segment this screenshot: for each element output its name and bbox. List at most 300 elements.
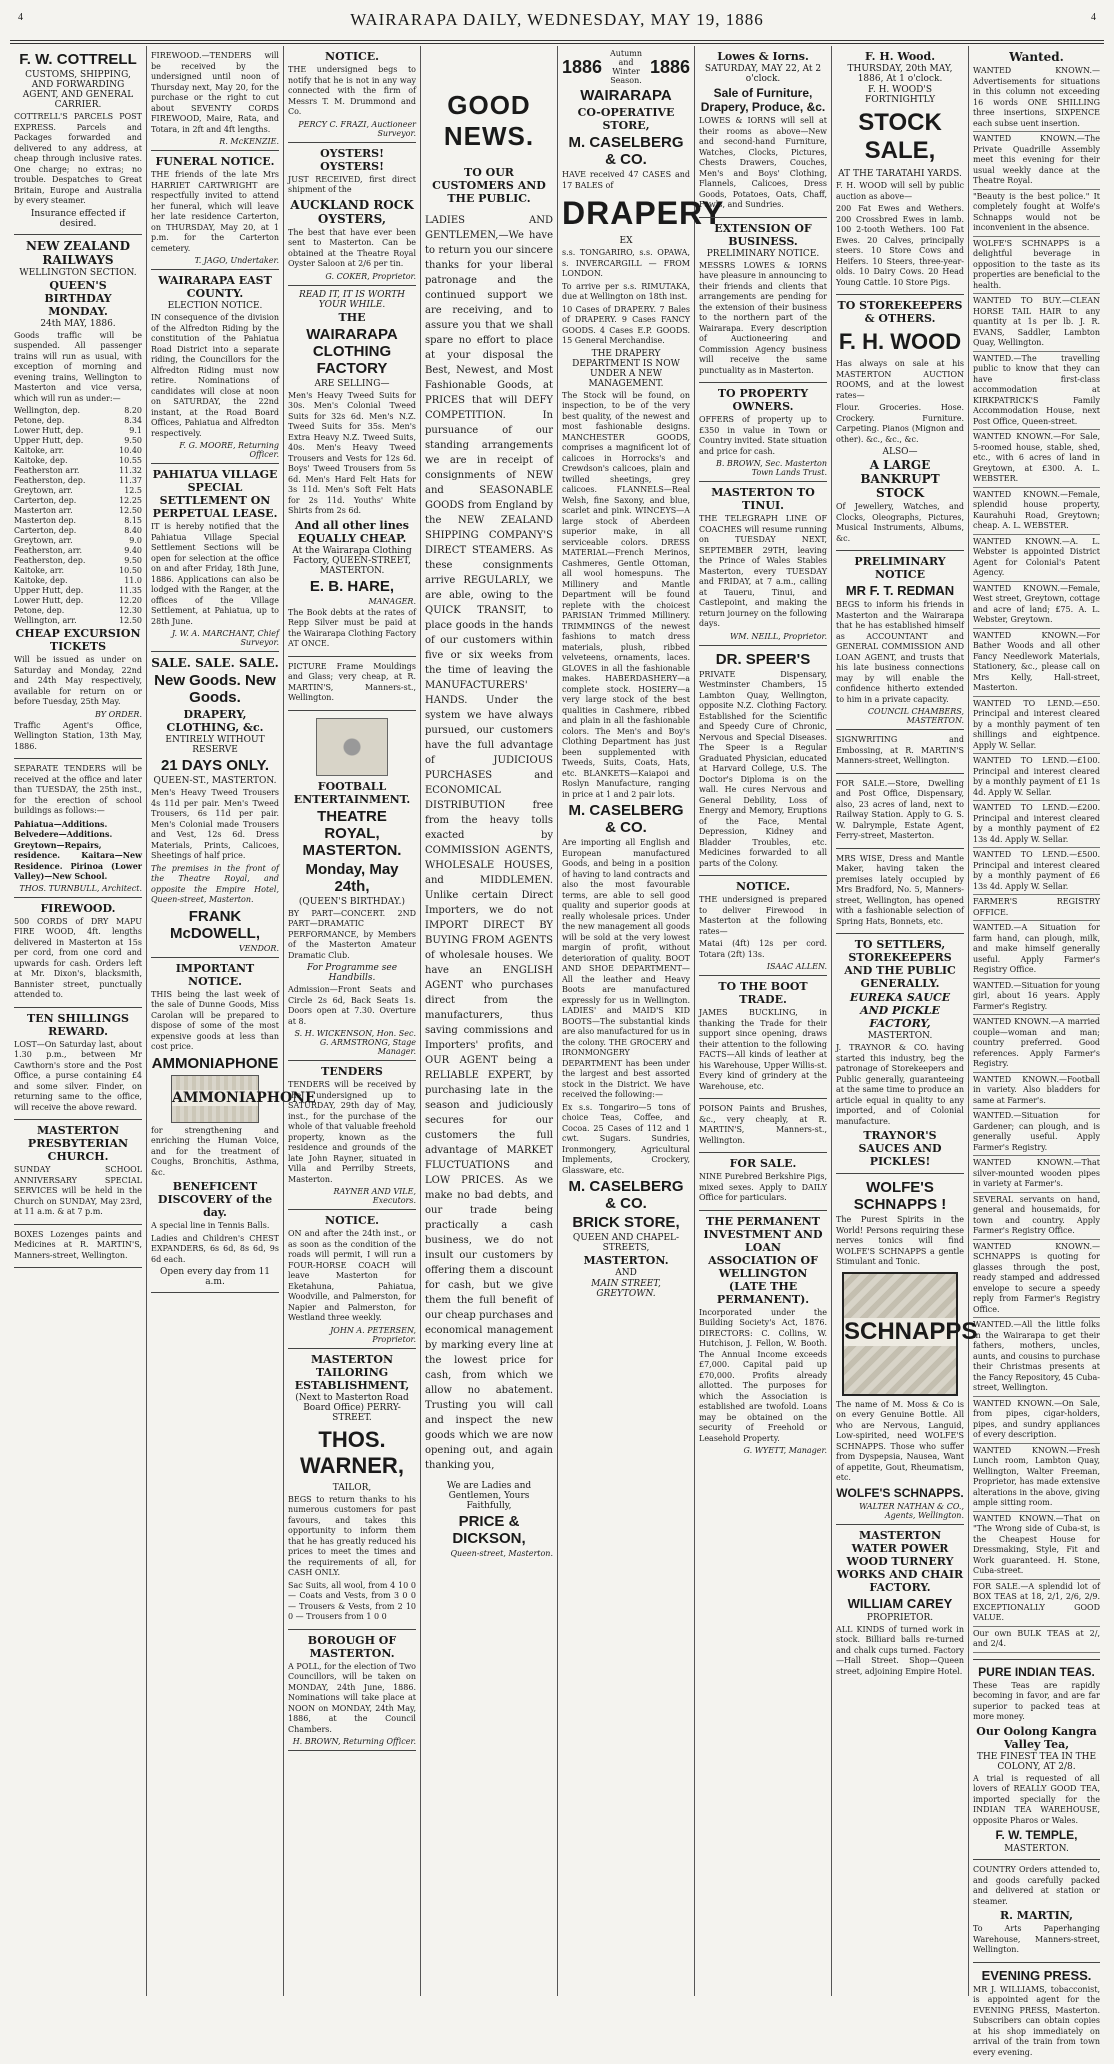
stocksale: STOCK SALE, [836,109,964,165]
ships-line: s.s. TONGARIRO, s.s. OPAWA, s. INVERCARGILL — FROM LONDON. [562,248,690,280]
timetable-time: 8.40 [124,526,142,536]
funeral-ad [151,151,279,270]
wanted-item: FARMER'S REGISTRY OFFICE. [973,897,1100,921]
football-title: FOOTBALL ENTERTAINMENT. [288,780,416,806]
timetable-station: Greytown, arr. [14,486,73,496]
reward-body: LOST—On Saturday last, about 1.30 p.m., between Mr Cawthorn's store and the Post Office, a purse containing £4 and some silver. Finder, on returning same to the office, will receive the above reward. [14,1040,142,1114]
pure-title: PURE INDIAN TEAS. [973,1665,1100,1679]
column-5 [558,46,695,1996]
column-3 [284,46,421,1996]
railway-head: QUEEN'S BIRTHDAY MONDAY. [14,279,142,318]
owners-body: OFFERS of property up to £350 in value in Town or Country invited. State situation and price for cash. [699,415,827,457]
firewood6-rates: Matai (4ft) 12s per cord. Totara (2ft) 13s. [699,939,827,960]
carey-ad [836,1525,964,1684]
timetable-time: 9.1 [129,426,142,436]
hare-name: E. B. HARE, [288,578,416,595]
goods-list: Flour. Groceries. Hose. Crockery. Furniture. Carpeting. Pianos (Mignon and other). &c., &c., &c. [836,403,964,445]
martin-body: To Arts Paperhanging Warehouse, Manners-street, Wellington. [973,1924,1100,1956]
timetable-time: 8.20 [124,406,142,416]
extension-ad [699,218,827,384]
timetable-row [14,526,142,536]
timetable-time: 8.15 [124,516,142,526]
evening-title: EVENING PRESS. [973,1968,1100,1983]
tennis-line: A special line in Tennis Balls. [151,1221,279,1232]
pahiatua-ad [151,464,279,652]
schnapps-ad [836,1174,964,1525]
timetable-time: 11.32 [119,466,142,476]
forsale-body: NINE Purebred Berkshire Pigs, mixed sexes. Apply to DAILY Office for particulars. [699,1172,827,1204]
dept-head: THE DRAPERY DEPARTMENT IS NOW UNDER A NEW MANAGEMENT. [562,349,690,389]
boot-ad [699,976,827,1099]
wanted-item: WANTED TO LEND.—£500. Principal and interest cleared by a monthly payment of £6 13s 4d. Apply W. Sellar. [973,850,1100,895]
tinui-title: MASTERTON TO TINUI. [699,486,827,512]
football-illustration [316,718,388,776]
ext-body: MESSRS LOWES & IORNS have pleasure in announcing to their friends and clients that arrangements are pending for the extension of their business to the northern part of the Wairarapa. Every description of Auctioneering and Commission Agency business will receive the same punctuality as in Masterton. [699,261,827,377]
williams-body: MR J. WILLIAMS, tobacconist, is appointed agent for the EVENING PRESS, Masterton. Subscribers can obtain copies at his shop immediately on arrival of the train from town every evening. [973,1985,1100,2059]
tea-ad [973,1660,1100,1861]
timetable-row [14,566,142,576]
selling-line: ARE SELLING— [288,379,416,389]
season-year-left: 1886 [562,57,602,78]
timetable-row [14,576,142,586]
traynor-foot: TRAYNOR'S SAUCES AND PICKLES! [836,1129,964,1168]
newspaper-columns [10,46,1104,1996]
funeral-sig: T. JAGO, Undertaker. [151,256,279,265]
timetable-time: 9.50 [124,556,142,566]
timetable-station: Masterton dep. [14,516,76,526]
timetable-time: 11.37 [119,476,142,486]
season-header [562,49,690,85]
factory-foot: And all other lines EQUALLY CHEAP. [288,519,416,545]
boot-body: JAMES BUCKLING, in thanking the Trade for their support since opening, draws their attention to the following FACTS—All kinds of leather at his Warehouse, Upper Willis-st. Every kind of grindery at the Warehouse, etc. [699,1008,827,1092]
carey-name: WILLIAM CAREY [836,1596,964,1611]
picture-ad [288,657,416,711]
queen-line: QUEEN AND CHAPEL-STREETS, [562,1233,690,1253]
school-tenders-ad [14,759,142,898]
instr-body: Has always on sale at his MASTERTON AUCTION ROOMS, and at the lowest rates— [836,359,964,401]
tenders-items: Pahiatua—Additions. Belvedere—Additions. Greytown—Repairs, residence. Kaitara—New Residence. Pirinoa (Lower Valley)—New School. [14,819,142,882]
tenders3-sig: RAYNER AND VILE, Executors. [288,1187,416,1205]
tailoring-ad [288,1349,416,1630]
queens-line: (QUEEN'S BIRTHDAY.) [288,897,416,907]
notice-body: THE undersigned begs to notify that he is not in any way connected with the firm of Messrs T. M. Drummond and Co. [288,65,416,118]
order-sig: BY ORDER. [14,710,142,719]
timetable-time: 12.30 [119,606,142,616]
settlers-title: TO SETTLERS, STOREKEEPERS AND THE PUBLIC GENERALLY. [836,938,964,990]
timetable-station: Greytown, arr. [14,536,73,546]
tenders3-title: TENDERS [288,1065,416,1078]
wanted-item: WANTED KNOWN.—Female, West street, Greytown, cottage and acre of land; £75. A. L. Webster, Greytown. [973,584,1100,629]
funeral-body: THE friends of the late Mrs HARRIET CARTWRIGHT are respectfully invited to attend her funeral, which will leave her late residence Carterton, on THURSDAY, May 20, at 1 p.m. for the Carterton cemetery. [151,170,279,254]
timetable-time: 10.40 [119,446,142,456]
page-number-left: 4 [18,12,23,23]
signwriting-body: SIGNWRITING and Embossing, at R. MARTIN'S Manners-street, Wellington. [836,735,964,767]
goodnews-title: GOOD NEWS. [425,90,553,152]
permanent-body: Incorporated under the Building Society's Act, 1876. DIRECTORS: C. Collins, W. Hutchison, J. Fellon, W. Booth. The Annual Income exceeds £7,000. Capital paid up £70,000. Profits already allotted. The purposes for which the Association is established are twofold. Loans may be obtained on the security of Freehold or Leasehold Property. [699,1308,827,1445]
timetable-row [14,476,142,486]
price-dickson-body: LADIES AND GENTLEMEN,—We have to return you our sincere thanks for your liberal patronage and the continued support we are receiving, and to assure you that we shall spare no effort to place at your disposal the Best, Newest, and Most Fashionable Goods, at PRICES that will DEFY COMPETITION. In pursuance of our standing arrangements we are in receipt of consignments of NEW and SEASONABLE GOODS from England by the NEW ZEALAND SHIPPING COMPANY'S DIRECT STEAMERS. As these consignments arrive REGULARLY, we are able, owing to the QUICK TRANSIT, to place goods in the hands of our customers within five or six weeks from the time of leaving the MANUFACTURERS' HANDS. Under the system we have always pursued, our customers have the full advantage of JUDICIOUS PURCHASES and ECONOMICAL DISTRIBUTION free from the heavy tolls exacted by COMMISSION AGENTS, WHOLESALE HOUSES, and MIDDLEMEN. Unlike certain Direct Importers, we do not IMPORT DIRECT BY BUYING FROM AGENTS of wholesale houses. We have an ENGLISH AGENT who purchases direct from the manufacturers, thus saving commissions and Importers' profits, and OUR AGENT being a RELIABLE EXPERT, by purchasing late in the season and judiciously secures for our customers the full advantage of MARKET FLUCTUATIONS and LOW PRICES. As we make no bad debts, and our trade being practically a cash business, we do not insult our customers by offering them a discount for cash, but we give them the full benefit of our cheap purchases and economical management by marking every line at the lowest price for cash, from which we allow no abatement. Trusting you will call and inspect the new goods which we are now opening out, and again thanking you, [425,213,553,1473]
masthead-rule [10,40,1104,41]
traffic-agent: Traffic Agent's Office, Wellington Station, 13th May, 1886. [14,721,142,753]
railway-body: Goods traffic will be suspended. All passenger trains will run as usual, with exception of morning and evening trains, Wellington to Masterton and vice versa, which will run as under:— [14,331,142,405]
timetable-station: Petone, dep. [14,416,64,426]
closing: We are Ladies and Gentlemen, Yours Faithfully, [425,1481,553,1511]
column-8 [969,46,1104,1996]
timetable-time: 8.34 [124,416,142,426]
newgoods: New Goods. New Goods. [151,672,279,706]
poison-ad [699,1099,827,1153]
cases-line: 10 Cases of DRAPERY. 7 Bales of DRAPERY. 9 Cases FANCY GOODS. 4 Cases E.P. GOODS. 15 General Merchandise. [562,305,690,347]
timetable-station: Masterton arr. [14,506,73,516]
timetable-row [14,496,142,506]
redman-sig: COUNCIL CHAMBERS, MASTERTON. [836,707,964,725]
timetable-time: 12.25 [119,496,142,506]
important-ad [151,958,279,1294]
firm-name: PRICE & DICKSON, [425,1513,553,1547]
notice3-title: NOTICE. [288,1214,416,1227]
election-body: IN consequence of the division of the Alfredton Riding by the constitution of the Pahiatua Road District into a separate riding, the Councillors for the Alfredton Riding must now retire. Nominations of candidates will close at noon on SATURDAY, the 22nd instant, at the Road Board Offices, Pahiatua and Alfredton respectively. [151,313,279,439]
ammoniaphone-illustration [171,1075,259,1123]
party-body: BY PART—CONCERT. 2ND PART—DRAMATIC PERFORMANCE, by Members of the Masterton Amateur Dramatic Club. [288,909,416,962]
the-line: THE [288,311,416,324]
wanted-item: WANTED.—All the little folks in the Wairarapa to get their fathers, mothers, uncles, aunts, and cousins to purchase their Christmas presents at the Fancy Repository, 45 Cuba-street, Wellington. [973,1320,1100,1397]
greytown-line: MAIN STREET, GREYTOWN. [562,1279,690,1299]
caselberg-name: M. CASELBERG & CO. [562,134,690,168]
received-line: HAVE received 47 CASES and 17 BALES of [562,170,690,191]
wanted-item: WANTED.—Situation for young girl, about 16 years. Apply Farmer's Registry. [973,981,1100,1016]
ships2-line: To arrive per s.s. RIMUTAKA, due at Wellington on 18th inst. [562,282,690,303]
timetable-row [14,616,142,626]
tenders-title: SEPARATE TENDERS will be received at the office and later than TUESDAY, the 25th inst., for the erection of school buildings as follows:— [14,764,142,817]
poll-sig: H. BROWN, Returning Officer. [288,1737,416,1746]
wanted-item: WANTED TO LEND.—£50. Principal and interest cleared by a monthly payment of ten shillings and eightpence. Apply W. Sellar. [973,699,1100,755]
tenders3-body: TENDERS will be received by the undersigned up to SATURDAY, 29th day of May, inst., for the purchase of the whole of that valuable freehold property, known as the residence and grounds of the late John Rayner, situated in Villa and Perrilby Streets, Masterton. [288,1080,416,1185]
railway-timetable [14,406,142,626]
carey-sub: PROPRIETOR. [836,1613,964,1623]
timetable-row [14,466,142,476]
boot-title: TO THE BOOT TRADE. [699,980,827,1006]
ammoniaphone-illustration-label: AMMONIAPHONE [172,1090,258,1106]
pahiatua-body: IT is hereby notified that the Pahiatua Village Special Settlement Sections will be open for selection at the office on and after Friday, 18th June, 1886. Applications can also be lodged with the Ranger, at the offices of the Village Settlement, at Pahiatua, up to 28th June. [151,522,279,627]
timetable-station: Featherston, arr. [14,546,82,556]
column-2 [147,46,284,1996]
forsale-title: FOR SALE. [699,1157,827,1170]
timetable-time: 10.50 [119,566,142,576]
speer-body: PRIVATE Dispensary, Westminster Chambers, 15 Lambton Quay, Wellington, opposite N.Z. Clothing Factory. Established for the Scientific and Speedy Cure of Chronic, Nervous and Special Diseases. The Speer is a Regular Graduated Physician, educated at Harvard College, U.S. The Doctor's Diploma is on the wall. He cures Nervous and General Debility, Loss of Energy and Memory, Eruptions of the Face, Mental Depression, Kidney and Bladder Troubles, etc. Medicines forwarded to all parts of the Colony. [699,670,827,870]
owners-ad [699,383,827,482]
open-line: Open every day from 11 a.m. [151,1267,279,1287]
hare-sub: MANAGER. [288,597,416,606]
also-line: ALSO— [836,447,964,457]
wanted-item: WANTED.—A Situation for farm hand, can plough, milk, and make himself generally useful. Apply Farmer's Registry Office. [973,923,1100,979]
schnapps-illustration-label: SCHNAPPS [844,1318,956,1346]
redman-prelim: PRELIMINARY NOTICE [836,555,964,581]
armstrong-sig: G. ARMSTRONG, Stage Manager. [288,1038,416,1056]
caselberg-name-3: M. CASELBERG & CO. [562,1178,690,1212]
speer-title: DR. SPEER'S [699,651,827,668]
monday-line: Monday, May 24th, [288,861,416,895]
coop-line: CO-OPERATIVE STORE, [562,106,690,132]
bankrupt-body: Of Jewellery, Watches, and Clocks, Oleographs, Pictures, Musical Instruments, Albums, &c. [836,502,964,544]
grocery-line: Ex s.s. Tongariro—5 tons of choice Teas, Coffee, and Cocoa. 25 Cases of 112 and 1 cwt. Sugars. Sundries, Ironmongery, Agricultural Implements, Crockery, Glassware, etc. [562,1103,690,1177]
railway-ad [14,235,142,760]
temple-name: F. W. TEMPLE, [973,1828,1100,1842]
timetable-station: Featherston arr. [14,466,79,476]
poll-body: A POLL, for the election of Two Councillors, will be taken on MONDAY, 24th June, 1886. Nominations will take place at NOON on MONDAY, 24th May, 1886, at the Council Chambers. [288,1662,416,1736]
timetable-station: Kaitoke, arr. [14,566,64,576]
timetable-station: Kaitoke, dep. [14,456,68,466]
wanted-item: SEVERAL servants on hand, general and housemaids, for town and country. Apply Farmer's Registry Office. [973,1195,1100,1240]
wanted-item: WANTED.—The travelling public to know that they can have first-class accommodation at KIRKPATRICK'S Family Accommodation House, next Post Office, Queen-street. [973,354,1100,431]
carey-body: ALL KINDS of turned work in stock. Billiard balls re-turned and chalk cups turned. Factory—Hall Street. Shop—Queen street, adjoining Empire Hotel. [836,1625,964,1678]
funeral-title: FUNERAL NOTICE. [151,155,279,168]
owners-title: TO PROPERTY OWNERS. [699,387,827,413]
owners-sig: B. BROWN, Sec. Masterton Town Lands Trust. [699,459,827,477]
wick-sig: S. H. WICKENSON, Hon. Sec. [288,1029,416,1038]
wairarapa-line: WAIRARAPA [562,87,690,104]
wanted-item: WANTED KNOWN.—Football in variety. Also bladders for same at Farmer's. [973,1075,1100,1110]
wanted-title: Wanted. [973,50,1100,64]
firewood6-body: THE undersigned is prepared to deliver Firewood in Masterton at the following rates— [699,895,827,937]
oysters-body2: The best that have ever been sent to Masterton. Can be obtained at the Theatre Royal Oyster Saloon at 2/6 per tin. [288,228,416,270]
sale-note: The premises in the front of the Theatre Royal, and opposite the Empire Hotel, Queen-street, Masterton. [151,864,279,906]
timetable-time: 9.0 [129,536,142,546]
traynor-body: J. TRAYNOR & CO. having started this industry, beg the patronage of Storekeepers and Public generally, guaranteeing at the same time to produce an article equal in quality to any imported, and of Colonial manufacture. [836,1043,964,1127]
wanted-item: WANTED KNOWN.—Fresh Lunch room, Lambton Quay, Wellington, Walter Freeman, Proprietor, has made extensive alterations in the above, giving ample sitting room. [973,1446,1100,1512]
wanted-item: WANTED KNOWN.—Advertisements for situations in this column not exceeding 16 words ONE SHILLING three insertions, SIXPENCE each subse uent insertion. [973,66,1100,132]
water-title: MASTERTON WATER POWER WOOD TURNERY WORKS AND CHAIR FACTORY. [836,1529,964,1594]
wanted-item: FOR SALE.—A splendid lot of BOX TEAS at 18, 2/1, 2/6, 2/9. EXCEPTIONALLY GOOD VALUE. [973,1582,1100,1627]
schnapps-bottle-illustration [842,1272,958,1396]
forsale7-body: FOR SALE.—Store, Dwelling and Post Office, Dispensary, also, 23 acres of land, next to Railway Station. Apply to G. S. W. Dalrymple, Estate Agent, Ferry-street, Masterton. [836,779,964,842]
sale-loc: QUEEN-ST., MASTERTON. [151,776,279,786]
boxes-body: BOXES Lozenges paints and Medicines at R. MARTIN'S, Manners-street, Wellington. [14,1230,142,1262]
cottrell-title: F. W. COTTRELL [14,51,142,68]
tocustomers: TO OUR CUSTOMERS AND THE PUBLIC. [425,166,553,205]
timetable-station: Kaitoke, arr. [14,446,64,456]
tailor-line: TAILOR, [288,1483,416,1493]
ex-line: EX [562,236,690,246]
election-sub: ELECTION NOTICE. [151,301,279,311]
schnapps-body: The Purest Spirits in the World! Persons requiring these nerves tonics will find WOLFE'S SCHNAPPS a gentle Stimulant and Tonic. [836,1215,964,1268]
timetable-row [14,516,142,526]
picture-body: PICTURE Frame Mouldings and Glass; very cheap, at R. MARTIN'S, Manners-st., Wellington. [288,662,416,704]
wanted-item: WANTED.—Situation for Gardener; can plough, and is generally useful. Apply Farmer's Registry. [973,1111,1100,1156]
oolong-title: Our Oolong Kangra Valley Tea, [973,1725,1100,1751]
lowes-sale: Sale of Furniture, Drapery, Produce, &c. [699,86,827,114]
notice-sig: PERCY C. FRAZI, Auctioneer Surveyor. [288,120,416,138]
forsale7-ad [836,774,964,849]
readit-line: READ IT, IT IS WORTH YOUR WHILE. [288,290,416,310]
timetable-station: Upper Hutt, dep. [14,586,83,596]
notice-title: NOTICE. [288,50,416,63]
timetable-station: Featherston, dep. [14,556,85,566]
reward-title: TEN SHILLINGS REWARD. [14,1012,142,1038]
timetable-row [14,506,142,516]
wanted-item: WANTED KNOWN.—Female, splendid house property, Kaurahuhi Road, Greytown; cheap. A. L. WEBSTER. [973,490,1100,535]
tailoring-sub: (Next to Masterton Road Board Office) PERRY-STREET. [288,1393,416,1423]
mcdowell: FRANK McDOWELL, [151,908,279,942]
storekeepers-ad [836,295,964,551]
wanted-item: WANTED KNOWN.—For Bather Woods and all other Fancy Needlework Materials, Stationery, &c., please call on Mrs Kelly, Hall-street, Masterton. [973,631,1100,697]
eureka-title: EUREKA SAUCE AND PICKLE FACTORY, [836,991,964,1030]
days-line: 21 DAYS ONLY. [151,757,279,774]
timetable-time: 12.20 [119,596,142,606]
wanted-section [973,46,1100,1660]
election-sig: F. G. MOORE, Returning Officer. [151,441,279,459]
wanted-item: WANTED KNOWN.—A. L. Webster is appointed District Agent for Colonial's Patent Agency. [973,537,1100,582]
pahiatua-title: PAHIATUA VILLAGE SPECIAL SETTLEMENT ON PERPETUAL LEASE. [151,468,279,520]
wanted-item: WANTED KNOWN.—For Sale, 5-roomed house, stable, shed, etc., with 6 acres of land in Greytown, at £300. A. L. WEBSTER. [973,432,1100,488]
redman-name: MR F. T. REDMAN [836,583,964,598]
timetable-row [14,456,142,466]
firewood-ad [14,898,142,1008]
clothing-factory-ad [288,286,416,657]
storekeepers-title: TO STOREKEEPERS & OTHERS. [836,299,964,325]
caselberg-body2: Are importing all English and European manufactured Goods, and being in a position of having to land contracts and also the most favourable terms, are able to sell good quality and superior goods at really wholesale prices. Under the new management all goods will be sold at the very lowest margin of profit, without deterioration of quality. BOOT AND SHOE DEPARTMENT—All the leather and Heavy Boots are manufactured expressly for us in Wellington. LADIES' and MAID'S KID BOOTS—The substantial kinds are also manufactured for us in the colony. THE GROCERY and IRONMONGERY DEPARTMENT has been under the largest and best assorted stock in the District. We have received the following:— [562,838,690,1101]
warner-body: BEGS to return thanks to his numerous customers for past favours, and takes this opportunity to inform them that he has greatly reduced his prices to meet the times and the requirements of all, for CASH ONLY. [288,1495,416,1579]
masthead [0,0,1114,42]
ammoniaphone-sub: for strengthening and enriching the Human Voice, and for the treatment of Coughs, Bronchitis, Asthma, &c. [151,1126,279,1179]
theatre-ad [288,711,416,1062]
auckland-oysters: AUCKLAND ROCK OYSTERS, [288,198,416,226]
timetable-time: 11.0 [124,576,142,586]
mrs-wise-body: MRS WISE, Dress and Mantle Maker, having taken the premises lately occupied by Mrs Bradford, No. 5, Manners-street, Wellington, has opened with a fashionable selection of Spring Hats, Bonnets, etc. [836,854,964,928]
reward-ad [14,1008,142,1121]
signwriting-ad [836,730,964,774]
redman-ad [836,551,964,730]
timetable-station: Petone, dep. [14,606,64,616]
column-7 [832,46,969,1996]
railway-date: 24th MAY, 1886. [14,319,142,329]
tenders-sig: THOS. TURNBULL, Architect. [14,884,142,893]
factory-body: Men's Heavy Tweed Suits for 30s. Men's Colonial Tweed Suits for 32s 6d. Men's N.Z. Tweed Suits for 35s. Men's Extra Heavy N.Z. Tweed Suits, 40s. Men's Heavy Tweed Trousers and Vests for 12s 6d. Boys' Tweed Trousers from 5s 6d. Men's Hard Felt Hats for 3s 11d. Men's Soft Felt Hats for 2s 11d. Youths' White Shirts from 2s 6d. [288,391,416,517]
drapery-line: DRAPERY, CLOTHING, &c. [151,708,279,734]
timetable-station: Kaitoke, dep. [14,576,68,586]
wood-fort: F. H. WOOD'S FORTNIGHTLY [836,85,964,105]
fhwood-name: F. H. WOOD [836,329,964,355]
wanted-item: Our own BULK TEAS at 2/, and 2/4. [973,1629,1100,1653]
timetable-row [14,406,142,416]
reserve-line: ENTIRELY WITHOUT RESERVE [151,735,279,755]
timetable-time: 12.50 [119,506,142,516]
timetable-time: 9.50 [124,436,142,446]
tailoring-title: MASTERTON TAILORING ESTABLISHMENT, [288,1353,416,1392]
country-ad [973,1860,1100,1963]
lowes-ad [699,46,827,218]
firewood6-sig: ISAAC ALLEN. [699,962,827,971]
excursion-body: Will be issued as under on Saturday and Monday, 22nd and 24th May respectively, available for return on or before Tuesday, 25th May. [14,655,142,708]
wanted-item: WANTED TO LEND.—£100. Principal and interest cleared by a monthly payment of £1 1s 4d. Apply W. Sellar. [973,756,1100,801]
theatre-name: THEATRE ROYAL, MASTERTON. [288,808,416,859]
firewood-body: 500 CORDS of DRY MAPU FIRE WOOD, 4ft. lengths delivered in Masterton at 15s per cord, from one cord and upwards for cash. Orders left at Mr. Dixon's, blacksmith, Bannister street, punctually attended to. [14,917,142,1001]
important-title: IMPORTANT NOTICE. [151,962,279,988]
country-body: COUNTRY Orders attended to, and goods carefully packed and delivered at station or steamer. [973,1865,1100,1907]
railway-title: NEW ZEALAND RAILWAYS [14,239,142,267]
timetable-row [14,546,142,556]
wood-body: F. H. WOOD will sell by public auction as above— [836,181,964,202]
factory-name: WAIRARAPA CLOTHING FACTORY [288,326,416,377]
railway-sub: WELLINGTON SECTION. [14,268,142,278]
forsale6-ad [699,1153,827,1211]
important-body: THIS being the last week of the sale of Dunne Goods, Miss Carolan will be prepared to dispose of some of the most expensive goods at less than cost price. [151,990,279,1053]
schnapps-title: WOLFE'S SCHNAPPS ! [836,1179,964,1213]
permanent-title: THE PERMANENT INVESTMENT AND LOAN ASSOCIATION OF WELLINGTON (LATE THE PERMANENT). [699,1215,827,1306]
stock-list: 200 Fat Ewes and Wethers. 200 Crossbred Ewes in lamb. 100 2-tooth Wethers. 100 Fat Ewes. 20 Calves, principally steers. 10 Store Cows and Heifers. 10 Steers, three-year-olds. 10 Dairy Cows. 20 Head Young Cattle. 10 Store Pigs. [836,204,964,288]
price-dickson-ad [425,46,553,1562]
timetable-row [14,606,142,616]
pure-body: These Teas are rapidly becoming in favor, and are far superior to packed teas at more money. [973,1681,1100,1723]
timetable-time: 11.35 [119,586,142,596]
wood-date: THURSDAY, 20th MAY, 1886, At 1 o'clock. [836,64,964,84]
timetable-station: Lower Hutt, dep. [14,596,83,606]
chest-line: Ladies and Children's CHEST EXPANDERS, 6s 6d, 8s 6d, 9s 6d each. [151,1234,279,1266]
timetable-station: Wellington, dep. [14,406,80,416]
timetable-time: 10.55 [119,456,142,466]
masterton-line: MASTERTON. [562,1254,690,1267]
church-ad [14,1120,142,1225]
borough-title: BOROUGH OF MASTERTON. [288,1634,416,1660]
traynor-ad [836,934,964,1174]
season-year-right: 1886 [650,57,690,78]
temple-loc: MASTERTON. [973,1844,1100,1854]
pahiatua-sig: J. W. A. MARCHANT, Chief Surveyor. [151,629,279,647]
wanted-item: WANTED KNOWN.—The Private Quadrille Assembly meet this evening for their usual weekly dance at the Theatre Royal. [973,134,1100,190]
oolong-body: THE FINEST TEA IN THE COLONY, AT 2/8. [973,1752,1100,1772]
tinui-body: THE TELEGRAPH LINE OF COACHES will resume running on TUESDAY NEXT, SEPTEMBER 29TH, leaving the Prince of Wales Stables Masterton, every TUESDAY and FRIDAY, at 7 a.m., calling at Taueru, Tinui, and Castlepoint, and making the return journey on the following days. [699,514,827,630]
firewood2-body: FIREWOOD.—TENDERS will be received by the undersigned until noon of Thursday next, May 20, for the purchase or the right to cut about SEVENTY CORDS FIREWOOD, Maire, Rata, and Totara, in 2ft and 4ft lengths. [151,51,279,135]
boxes-ad [14,1225,142,1269]
timetable-row [14,446,142,456]
timetable-station: Wellington, arr. [14,616,77,626]
eureka-loc: MASTERTON. [836,1031,964,1041]
timetable-row [14,586,142,596]
drapery-heading: DRAPERY [562,195,690,232]
cottrell-foot: Insurance effected if desired. [14,209,142,229]
admission-body: Admission—Front Seats and Circle 2s 6d, Back Seats 1s. Doors open at 7.30. Overture at 8. [288,985,416,1027]
wanted-item: WANTED KNOWN.—SCHNAPPS is quoting for glasses through the post, ready stamped and addressed envelope to secure a speedy reply from Farmer's Registry Office. [973,1242,1100,1319]
wanted-item: WANTED KNOWN.—That on "The Wrong side of Cuba-st, is the Cheapest House for Dressmaking, Style, Fit and Work guaranteed. H. Stone, Cuba-street. [973,1514,1100,1580]
excursion-title: CHEAP EXCURSION TICKETS [14,627,142,653]
tinui-sig: WM. NEILL, Proprietor. [699,632,827,641]
bankrupt-title: A LARGE BANKRUPT STOCK [836,458,964,500]
mrs-wise-ad [836,849,964,935]
timetable-station: Featherston, dep. [14,476,85,486]
tinui-ad [699,482,827,646]
timetable-row [14,436,142,446]
timetable-station: Carterton, dep. [14,496,76,506]
firewood6-ad [699,876,827,976]
schnapps-foot: WOLFE'S SCHNAPPS. [836,1486,964,1500]
sale-body: Men's Heavy Tweed Trousers 4s 11d per pair. Men's Tweed Trousers, 6s 11d per pair. Men's Colonial made Trousers and Vest, 12s 6d. Dress Materials, Prints, Calicoes, Sheetings of half price. [151,788,279,862]
column-4 [421,46,558,1996]
prelim-notice: PRELIMINARY NOTICE. [699,249,827,259]
column-6 [695,46,832,1996]
wanted-item: WANTED TO BUY.—CLEAN HORSE TAIL HAIR to any quantity at 1s per lb. J. R. EVANS, Saddler, Lambton Quay, Wellington. [973,296,1100,352]
firewood2-sig: R. McKENZIE. [151,137,279,146]
timetable-row [14,596,142,606]
timetable-row [14,416,142,426]
sale-title: SALE. SALE. SALE. [151,656,279,670]
warner-name: THOS. WARNER, [288,1427,416,1479]
election-title: WAIRARAPA EAST COUNTY. [151,274,279,300]
wanted-item: WANTED KNOWN.—On Sale, from pipes, cigar-holders, pipes, and sundry appliances of every description. [973,1399,1100,1444]
books-body: The Book debts at the rates of Repp Silver must be paid at the Wairarapa Clothing Factory AT ONCE. [288,608,416,650]
lowes-date: SATURDAY, MAY 22, At 2 o'clock. [699,64,827,84]
firewood-tender-ad [151,46,279,151]
newspaper-title: WAIRARAPA DAILY, WEDNESDAY, MAY 19, 1886 [0,10,1114,30]
sale-ad [151,652,279,958]
